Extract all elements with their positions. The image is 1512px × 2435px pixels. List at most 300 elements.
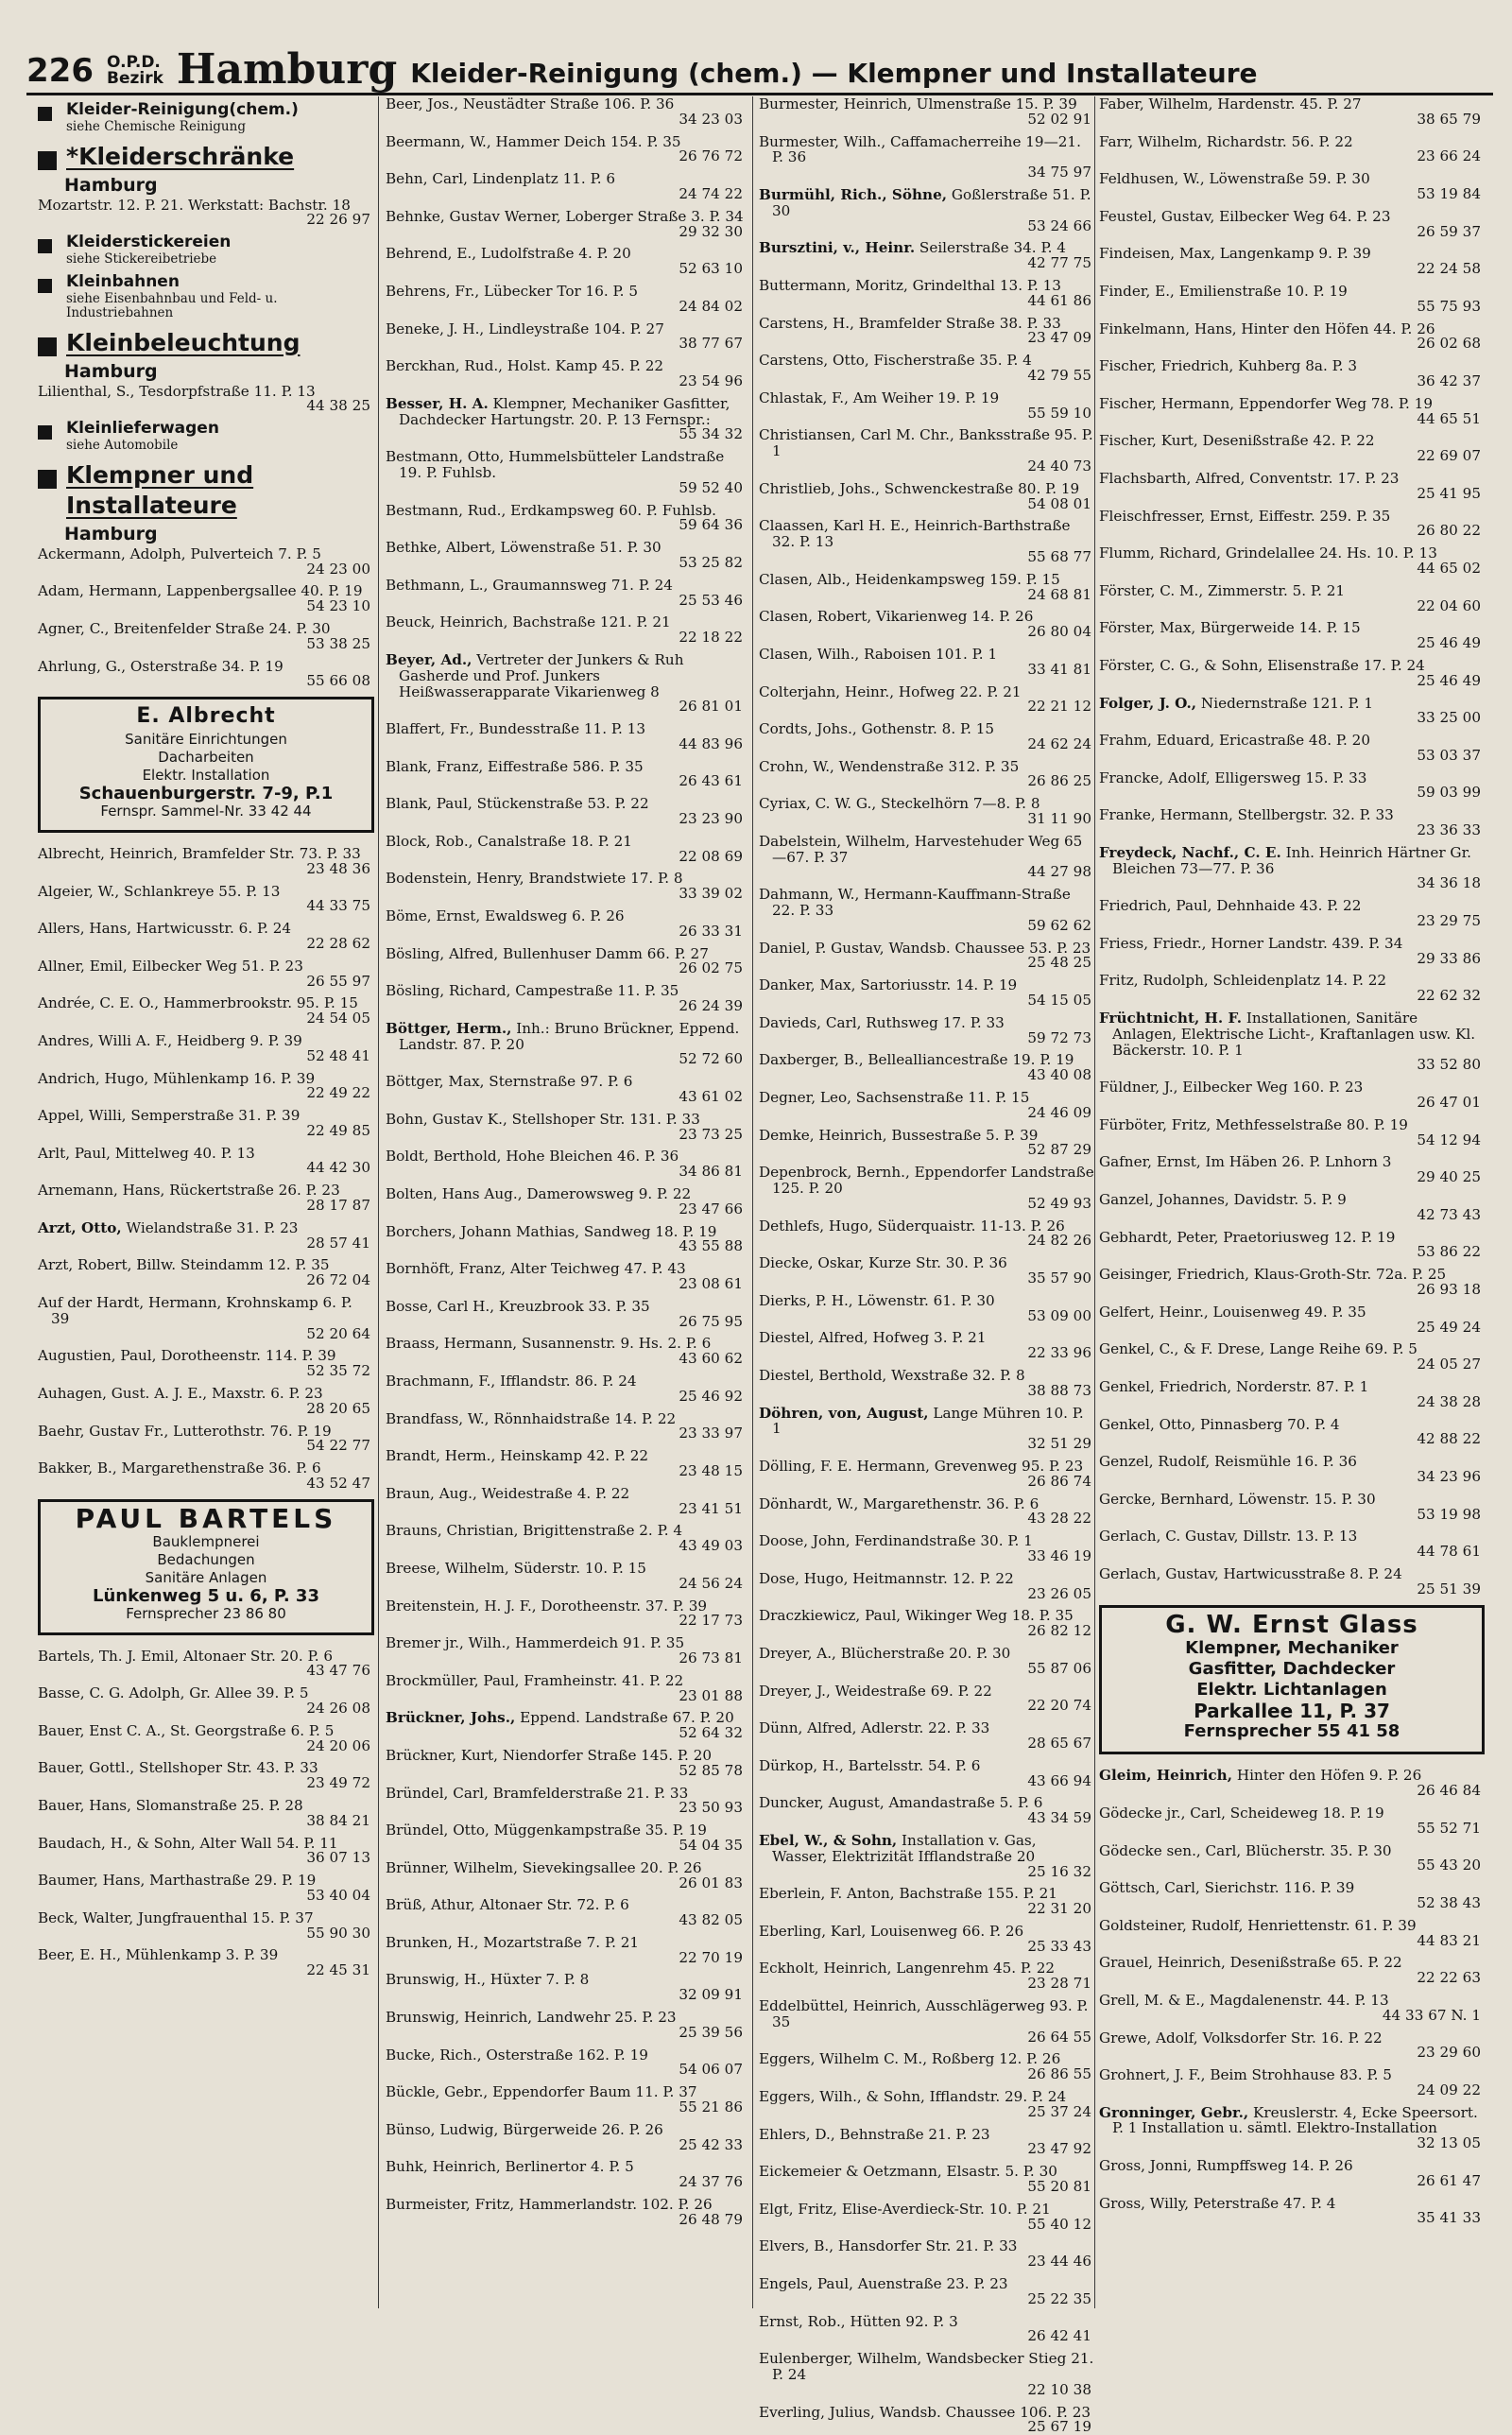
entry-text: Brauns, Christian, Brigittenstraße 2. P. 4 <box>386 1522 683 1540</box>
entry-text: Ackermann, Adolph, Pulverteich 7. P. 5 <box>38 544 321 562</box>
directory-entry <box>386 1074 747 1105</box>
directory-entry <box>759 1998 1095 2045</box>
directory-entry <box>1099 973 1485 1004</box>
entry-phone: 31 11 90 <box>1027 810 1091 828</box>
entry-phone: 25 41 95 <box>1417 484 1481 502</box>
column-divider <box>752 96 753 2308</box>
entry-text: Förster, C. M., Zimmerstr. 5. P. 21 <box>1099 581 1346 599</box>
directory-entry <box>759 1052 1095 1083</box>
entry-name: Gleim, Heinrich, <box>1099 1767 1232 1785</box>
entry-text: Fürböter, Fritz, Methfesselstraße 80. P. 19 <box>1099 1115 1408 1133</box>
directory-entry <box>386 2122 747 2153</box>
directory-entry <box>386 796 747 827</box>
entry-phone: 26 73 81 <box>679 1649 743 1667</box>
entry-phone: 54 22 77 <box>306 1437 370 1455</box>
entry-text: Feustel, Gustav, Eilbecker Weg 64. P. 23 <box>1099 207 1391 225</box>
entry-phone: 24 84 02 <box>679 297 743 315</box>
entry-text: Grohnert, J. F., Beim Strohhause 83. P. 5 <box>1099 2066 1392 2084</box>
entry-phone: 23 41 51 <box>679 1499 743 1517</box>
section-title: Klempner und Installateure <box>66 460 254 519</box>
ad-address: Lünkenweg 5 u. 6, P. 33 <box>93 1585 319 1606</box>
entry-phone: 59 64 36 <box>679 516 743 534</box>
entry-phone: 24 26 08 <box>306 1700 370 1718</box>
entry-text: Füldner, J., Eilbecker Weg 160. P. 23 <box>1099 1079 1364 1097</box>
directory-entry <box>386 759 747 790</box>
directory-entry <box>759 1368 1095 1399</box>
column-1 <box>38 96 374 2323</box>
entry-text: Finder, E., Emilienstraße 10. P. 19 <box>1099 282 1348 300</box>
entry-text: Demke, Heinrich, Bussestraße 5. P. 39 <box>759 1126 1039 1144</box>
entry-phone: 22 26 97 <box>306 211 370 229</box>
entry-text: Cyriax, C. W. G., Steckelhörn 7—8. P. 8 <box>759 795 1040 813</box>
entry-phone: 54 08 01 <box>1027 494 1091 512</box>
directory-entry <box>386 871 747 902</box>
directory-entry <box>759 1255 1095 1287</box>
entry-phone: 34 75 97 <box>1027 164 1091 181</box>
directory-entry <box>759 240 1095 271</box>
entry-phone: 55 43 20 <box>1417 1856 1481 1874</box>
entry-phone: 53 40 04 <box>306 1886 370 1904</box>
directory-entry <box>759 1406 1095 1452</box>
directory-entry <box>1099 936 1485 967</box>
entry-text: Goldsteiner, Rudolf, Henriettenstr. 61. P. 39 <box>1099 1916 1417 1934</box>
directory-entry <box>386 1972 747 2003</box>
entry-phone: 53 86 22 <box>1417 1243 1481 1261</box>
directory-entry <box>1099 733 1485 764</box>
entry-text: Daniel, P. Gustav, Wandsb. Chaussee 53. P. 23 <box>759 939 1091 957</box>
entry-text: Ehlers, D., Behnstraße 21. P. 23 <box>759 2125 990 2143</box>
directory-entry <box>386 321 747 353</box>
city-heading: Hamburg <box>64 523 158 544</box>
entry-text: Brunken, H., Mozartstraße 7. P. 21 <box>386 1933 640 1951</box>
entry-phone: 26 47 01 <box>1417 1094 1481 1112</box>
ad-line: Sanitäre Einrichtungen <box>125 730 287 748</box>
directory-entry <box>38 1910 374 1942</box>
bullet-square-icon <box>38 337 57 356</box>
directory-entry <box>1099 2030 1485 2062</box>
ad-address: Parkallee 11, P. 37 <box>1194 1700 1390 1723</box>
entry-text: Gödecke sen., Carl, Blücherstr. 35. P. 30 <box>1099 1841 1392 1859</box>
section-title: Kleinbeleuchtung <box>66 328 301 356</box>
entry-phone: 26 59 37 <box>1417 222 1481 240</box>
entry-phone: 25 49 24 <box>1417 1318 1481 1336</box>
entry-phone: 33 39 02 <box>679 885 743 903</box>
entry-phone: 26 80 22 <box>1417 522 1481 540</box>
entry-text: Bünso, Ludwig, Bürgerweide 26. P. 26 <box>386 2120 663 2138</box>
entry-text: Beermann, W., Hammer Deich 154. P. 35 <box>386 132 681 150</box>
directory-entry <box>386 449 747 495</box>
entry-text: Brandfass, W., Rönnhaidstraße 14. P. 22 <box>386 1409 677 1427</box>
entry-phone: 42 73 43 <box>1417 1205 1481 1223</box>
entry-phone: 54 12 94 <box>1417 1131 1481 1148</box>
entry-phone: 26 81 01 <box>679 698 743 716</box>
entry-phone: 22 22 63 <box>1417 1969 1481 1987</box>
directory-entry <box>759 2051 1095 2082</box>
entry-text: Depenbrock, Bernh., Eppendorfer Landstraße 125. P. 20 <box>759 1164 1094 1198</box>
entry-phone: 59 62 62 <box>1027 916 1091 934</box>
directory-entry <box>759 1960 1095 1992</box>
directory-entry <box>759 609 1095 640</box>
entry-phone: 23 36 33 <box>1417 821 1481 839</box>
entry-phone: 26 86 55 <box>1027 2065 1091 2083</box>
entry-text: Christiansen, Carl M. Chr., Banksstraße 95. P. 1 <box>759 426 1093 460</box>
section-heading <box>38 421 374 437</box>
directory-entry <box>386 1710 747 1741</box>
entry-text: Geisinger, Friedrich, Klaus-Groth-Str. 72a. P. 25 <box>1099 1266 1447 1284</box>
directory-entry <box>1099 2196 1485 2227</box>
district-label <box>107 55 163 93</box>
entry-text: Bründel, Carl, Bramfelderstraße 21. P. 33 <box>386 1784 689 1802</box>
entry-text: Diestel, Berthold, Wexstraße 32. P. 8 <box>759 1366 1025 1384</box>
header-city: Hamburg <box>176 45 398 94</box>
directory-entry <box>38 583 374 614</box>
entry-text: Kreuslerstr. 4, Ecke Speersort. P. 1 Installation u. sämtl. Elektro-Installation <box>1112 2103 1478 2137</box>
entry-phone: 26 86 74 <box>1027 1472 1091 1490</box>
entry-phone: 26 82 12 <box>1027 1622 1091 1640</box>
directory-entry <box>386 96 747 128</box>
entry-phone: 43 60 62 <box>679 1350 743 1368</box>
bullet-square-icon <box>38 107 52 121</box>
entry-text: Buhk, Heinrich, Berlinertor 4. P. 5 <box>386 2158 634 2176</box>
entry-text: Carstens, H., Bramfelder Straße 38. P. 33 <box>759 314 1061 332</box>
directory-entry <box>38 1033 374 1064</box>
entry-phone: 38 88 73 <box>1027 1381 1091 1399</box>
directory-entry <box>1099 1304 1485 1336</box>
entry-phone: 24 09 22 <box>1417 2081 1481 2098</box>
entry-text: Bohn, Gustav K., Stellshoper Str. 131. P. 33 <box>386 1110 700 1128</box>
bezirk-label: Bezirk <box>106 69 163 88</box>
entry-text: Installation v. Gas, Wasser, Elektrizität Ifflandstraße 20 <box>772 1831 1037 1865</box>
entry-name: Arzt, Otto, <box>38 1218 122 1236</box>
entry-phone: 54 04 35 <box>679 1836 743 1854</box>
directory-entry <box>38 1257 374 1288</box>
entry-phone: 43 47 76 <box>306 1662 370 1680</box>
directory-entry <box>38 1873 374 1904</box>
entry-text: Fritz, Rudolph, Schleidenplatz 14. P. 22 <box>1099 972 1387 990</box>
entry-phone: 55 21 86 <box>679 2098 743 2116</box>
entry-phone: 23 33 97 <box>679 1425 743 1442</box>
entry-text: Fleischfresser, Ernst, Eiffestr. 259. P. 35 <box>1099 507 1391 525</box>
directory-entry <box>386 1822 747 1854</box>
entry-name: Böttger, Herm., <box>386 1019 512 1037</box>
entry-phone: 52 85 78 <box>679 1761 743 1779</box>
entry-phone: 53 19 98 <box>1417 1505 1481 1523</box>
entry-text: Flachsbarth, Alfred, Conventstr. 17. P. 23 <box>1099 469 1400 487</box>
entry-phone: 26 93 18 <box>1417 1281 1481 1298</box>
entry-text: Bückle, Gebr., Eppendorfer Baum 11. P. 37 <box>386 2083 697 2101</box>
directory-entry <box>386 1673 747 1704</box>
entry-text: Arzt, Robert, Billw. Steindamm 12. P. 35 <box>38 1256 330 1274</box>
directory-entry <box>38 1071 374 1102</box>
entry-phone: 38 65 79 <box>1417 110 1481 128</box>
ad-line: Sanitäre Anlagen <box>145 1568 267 1586</box>
directory-entry <box>759 1608 1095 1639</box>
entry-text: Förster, C. G., & Sohn, Elisenstraße 17. P. 24 <box>1099 656 1425 674</box>
directory-entry <box>759 1833 1095 1879</box>
entry-phone: 53 09 00 <box>1027 1306 1091 1324</box>
entry-text: Burmeister, Fritz, Hammerlandstr. 102. P. 26 <box>386 2196 713 2214</box>
bullet-square-icon <box>38 239 52 253</box>
entry-phone: 23 47 92 <box>1027 2140 1091 2158</box>
entry-phone: 43 34 59 <box>1027 1809 1091 1827</box>
entry-text: Inh.: Bruno Brückner, Eppend. Landstr. 87. P. 20 <box>399 1019 740 1053</box>
entry-phone: 35 41 33 <box>1417 2209 1481 2227</box>
entry-phone: 52 35 72 <box>306 1362 370 1380</box>
entry-phone: 26 46 84 <box>1417 1782 1481 1800</box>
entry-phone: 22 28 62 <box>306 934 370 952</box>
entry-phone: 26 64 55 <box>1027 2028 1091 2046</box>
directory-entry <box>759 278 1095 309</box>
directory-entry <box>1099 134 1485 165</box>
directory-entry <box>1099 1566 1485 1597</box>
directory-entry <box>1099 433 1485 464</box>
entry-text: Braass, Hermann, Susannenstr. 9. Hs. 2. P. 6 <box>386 1335 712 1353</box>
directory-entry <box>386 1261 747 1292</box>
entry-text: Elgt, Fritz, Elise-Averdieck-Str. 10. P. 21 <box>759 2200 1051 2218</box>
entry-phone: 54 06 07 <box>679 2061 743 2079</box>
directory-entry <box>38 1348 374 1379</box>
entry-text: Seilerstraße 34. P. 4 <box>915 239 1066 257</box>
entry-phone: 33 52 80 <box>1417 1056 1481 1074</box>
entry-text: Burmester, Wilh., Caffamacherreihe 19—21. P. 36 <box>759 132 1081 166</box>
directory-entry <box>386 2197 747 2228</box>
directory-entry <box>1099 1267 1485 1298</box>
entry-text: Genkel, C., & F. Drese, Lange Reihe 69. P. 5 <box>1099 1340 1418 1358</box>
entry-phone: 22 20 74 <box>1027 1697 1091 1715</box>
entry-text: Brunswig, H., Hüxter 7. P. 8 <box>386 1971 590 1989</box>
entry-phone: 59 03 99 <box>1417 784 1481 802</box>
entry-text: Diestel, Alfred, Hofweg 3. P. 21 <box>759 1329 987 1347</box>
entry-text: Franke, Hermann, Stellbergstr. 32. P. 33 <box>1099 806 1394 824</box>
ad-line: Bauklempnerei <box>152 1532 260 1550</box>
entry-phone: 22 69 07 <box>1417 447 1481 465</box>
directory-entry <box>38 621 374 652</box>
directory-entry <box>386 2084 747 2116</box>
entry-text: Doose, John, Ferdinandstraße 30. P. 1 <box>759 1532 1033 1550</box>
entry-text: Duncker, August, Amandastraße 5. P. 6 <box>759 1794 1043 1812</box>
entry-phone: 23 48 36 <box>306 859 370 877</box>
directory-entry <box>1099 1079 1485 1111</box>
entry-text: Bauer, Hans, Slomanstraße 25. P. 28 <box>38 1797 303 1814</box>
entry-text: Ahrlung, G., Osterstraße 34. P. 19 <box>38 657 284 675</box>
entry-phone: 23 66 24 <box>1417 147 1481 165</box>
directory-entry <box>386 2010 747 2041</box>
entry-text: Auf der Hardt, Hermann, Krohnskamp 6. P. 39 <box>38 1294 352 1327</box>
entry-phone: 33 46 19 <box>1027 1546 1091 1564</box>
entry-text: Dahmann, W., Hermann-Kauffmann-Straße 22. P. 33 <box>759 886 1071 920</box>
directory-entry <box>1099 471 1485 502</box>
entry-phone: 38 84 21 <box>306 1811 370 1829</box>
directory-entry <box>38 921 374 952</box>
entry-phone: 23 48 15 <box>679 1461 743 1479</box>
entry-text: Flumm, Richard, Grindelallee 24. Hs. 10. P. 13 <box>1099 544 1437 562</box>
directory-entry <box>759 796 1095 827</box>
entry-phone: 25 53 46 <box>679 591 743 609</box>
entry-text: Burmester, Heinrich, Ulmenstraße 15. P. 39 <box>759 95 1077 112</box>
directory-entry <box>759 1758 1095 1789</box>
entry-text: Christlieb, Johs., Schwenckestraße 80. P. 19 <box>759 479 1080 497</box>
entry-phone: 53 03 37 <box>1417 746 1481 764</box>
entry-text: Dethlefs, Hugo, Süderquaistr. 11-13. P. 26 <box>759 1217 1065 1235</box>
entry-phone: 25 39 56 <box>679 2023 743 2041</box>
directory-entry <box>759 518 1095 564</box>
directory-entry <box>759 1684 1095 1715</box>
directory-entry <box>1099 2158 1485 2189</box>
entry-text: Eckholt, Heinrich, Langenrehm 45. P. 22 <box>759 1960 1056 1977</box>
entry-text: Eddelbüttel, Heinrich, Ausschlägerweg 93. P. 35 <box>759 1997 1089 2030</box>
city-heading: Hamburg <box>64 360 158 382</box>
entry-phone: 52 48 41 <box>306 1046 370 1064</box>
entry-phone: 36 07 13 <box>306 1849 370 1867</box>
directory-entry <box>759 1533 1095 1564</box>
directory-entry <box>1099 1918 1485 1949</box>
entry-phone: 43 52 47 <box>306 1475 370 1493</box>
entry-phone: 25 16 32 <box>1027 1862 1091 1880</box>
entry-phone: 34 23 96 <box>1417 1467 1481 1485</box>
entry-phone: 22 18 22 <box>679 629 743 647</box>
entry-phone: 52 20 64 <box>306 1324 370 1342</box>
directory-entry <box>1099 1454 1485 1485</box>
entry-phone: 26 48 79 <box>679 2210 743 2228</box>
directory-entry <box>1099 321 1485 353</box>
entry-phone: 34 36 18 <box>1417 874 1481 892</box>
entry-phone: 55 52 71 <box>1417 1819 1481 1837</box>
entry-text: Chlastak, F., Am Weiher 19. P. 19 <box>759 389 1000 406</box>
entry-text: Dürkop, H., Bartelsstr. 54. P. 6 <box>759 1756 981 1774</box>
entry-text: Göttsch, Carl, Sierichstr. 116. P. 39 <box>1099 1879 1355 1897</box>
directory-entry <box>759 1090 1095 1121</box>
entry-phone: 44 27 98 <box>1027 863 1091 881</box>
directory-entry <box>1099 1117 1485 1148</box>
entry-phone: 25 33 43 <box>1027 1937 1091 1955</box>
directory-entry <box>386 983 747 1014</box>
column-3 <box>759 95 1095 2435</box>
entry-text: Bornhöft, Franz, Alter Teichweg 47. P. 43 <box>386 1260 686 1278</box>
entry-phone: 53 19 84 <box>1417 184 1481 202</box>
directory-entry <box>386 1448 747 1479</box>
entry-phone: 26 76 72 <box>679 147 743 165</box>
entry-text: Fischer, Kurt, Desenißstraße 42. P. 22 <box>1099 432 1375 450</box>
directory-entry <box>759 2314 1095 2345</box>
entry-text: Allner, Emil, Eilbecker Weg 51. P. 23 <box>38 957 303 975</box>
entry-phone: 53 25 82 <box>679 553 743 571</box>
entry-text: Hinter den Höfen 9. P. 26 <box>1232 1767 1422 1785</box>
section-heading <box>38 234 374 250</box>
directory-entry <box>386 1598 747 1630</box>
entry-text: Fischer, Hermann, Eppendorfer Weg 78. P. 19 <box>1099 394 1434 412</box>
directory-entry <box>759 1924 1095 1955</box>
entry-text: Ganzel, Johannes, Davidstr. 5. P. 9 <box>1099 1191 1347 1209</box>
directory-entry <box>38 846 374 877</box>
directory-entry <box>386 1523 747 1554</box>
entry-name: Freydeck, Nachf., C. E. <box>1099 843 1281 861</box>
entry-phone: 52 02 91 <box>1027 110 1091 128</box>
entry-phone: 24 20 06 <box>306 1736 370 1754</box>
entry-text: Dreyer, J., Weidestraße 69. P. 22 <box>759 1682 992 1700</box>
directory-entry <box>759 1015 1095 1046</box>
entry-phone: 26 55 97 <box>306 972 370 990</box>
directory-entry <box>759 572 1095 603</box>
directory-entry <box>386 1786 747 1817</box>
entry-text: Behnke, Gustav Werner, Loberger Straße 3. P. 34 <box>386 207 744 225</box>
entry-text: Brünner, Wilhelm, Sievekingsallee 20. P. 26 <box>386 1858 702 1876</box>
directory-entry <box>386 908 747 940</box>
directory-entry <box>759 941 1095 972</box>
entry-text: Behrens, Fr., Lübecker Tor 16. P. 5 <box>386 282 638 300</box>
entry-phone: 26 42 41 <box>1027 2327 1091 2345</box>
entry-text: Förster, Max, Bürgerweide 14. P. 15 <box>1099 619 1361 637</box>
entry-phone: 44 83 96 <box>679 734 743 752</box>
entry-text: Dierks, P. H., Löwenstr. 61. P. 30 <box>759 1291 995 1309</box>
directory-entry <box>759 316 1095 347</box>
header-section: Kleider-Reinigung (chem.) — Klempner und Installateure <box>410 58 1258 89</box>
entry-phone: 25 42 33 <box>679 2135 743 2153</box>
directory-entry <box>386 1112 747 1143</box>
directory-entry <box>386 134 747 165</box>
entry-text: Brückner, Kurt, Niendorfer Straße 145. P. 20 <box>386 1746 713 1764</box>
entry-name: Früchtnicht, H. F. <box>1099 1010 1243 1028</box>
entry-text: Beuck, Heinrich, Bachstraße 121. P. 21 <box>386 613 671 631</box>
bullet-square-icon <box>38 151 57 170</box>
directory-entry <box>386 1635 747 1667</box>
directory-entry <box>759 1330 1095 1361</box>
directory-entry <box>38 995 374 1027</box>
entry-text: Friedrich, Paul, Dehnhaide 43. P. 22 <box>1099 897 1362 915</box>
entry-text: Bethke, Albert, Löwenstraße 51. P. 30 <box>386 539 662 557</box>
entry-name: Beyer, Ad., <box>386 650 472 668</box>
directory-entry <box>386 1336 747 1367</box>
entry-text: Genzel, Rudolf, Reismühle 16. P. 36 <box>1099 1453 1357 1471</box>
directory-entry <box>1099 1955 1485 1986</box>
directory-entry <box>386 1021 747 1067</box>
entry-phone: 23 50 93 <box>679 1799 743 1817</box>
entry-text: Berckhan, Rud., Holst. Kamp 45. P. 22 <box>386 357 664 375</box>
directory-entry <box>1099 1010 1485 1073</box>
entry-text: Blaffert, Fr., Bundesstraße 11. P. 13 <box>386 720 645 738</box>
directory-entry <box>759 1795 1095 1826</box>
directory-entry <box>759 1218 1095 1250</box>
ad-address: Schauenburgerstr. 7-9, P.1 <box>78 783 334 803</box>
directory-entry <box>386 396 747 442</box>
directory-entry <box>386 721 747 752</box>
entry-text: Arlt, Paul, Mittelweg 40. P. 13 <box>38 1144 255 1162</box>
entry-text: Bartels, Th. J. Emil, Altonaer Str. 20. P. 6 <box>38 1647 334 1665</box>
directory-entry <box>1099 583 1485 614</box>
entry-phone: 55 59 10 <box>1027 404 1091 422</box>
directory-entry <box>759 2164 1095 2195</box>
entry-phone: 43 66 94 <box>1027 1771 1091 1789</box>
directory-entry <box>1099 2067 1485 2098</box>
entry-text: Eulenberger, Wilhelm, Wandsbecker Stieg 21. P. 24 <box>759 2350 1094 2384</box>
directory-entry <box>38 1798 374 1829</box>
entry-phone: 55 66 08 <box>306 672 370 690</box>
entry-name: Gronninger, Gebr., <box>1099 2103 1249 2121</box>
directory-entry <box>1099 1341 1485 1373</box>
entry-text: Bestmann, Otto, Hummelsbütteler Landstraße 19. P. Fuhlsb. <box>386 448 725 481</box>
entry-text: Bösling, Richard, Campestraße 11. P. 35 <box>386 982 679 1000</box>
entry-phone: 43 61 02 <box>679 1088 743 1106</box>
entry-text: Dölling, F. E. Hermann, Grevenweg 95. P. 23 <box>759 1457 1084 1475</box>
opd-label: O.P.D. <box>106 53 161 72</box>
bullet-square-icon <box>38 425 52 440</box>
entry-phone: 23 29 75 <box>1417 912 1481 930</box>
directory-entry <box>1099 396 1485 427</box>
directory-entry <box>759 647 1095 678</box>
entry-phone: 22 08 69 <box>679 847 743 865</box>
directory-entry <box>386 578 747 609</box>
entry-phone: 54 15 05 <box>1027 992 1091 1010</box>
entry-text: Eggers, Wilh., & Sohn, Ifflandstr. 29. P. 24 <box>759 2088 1067 2106</box>
